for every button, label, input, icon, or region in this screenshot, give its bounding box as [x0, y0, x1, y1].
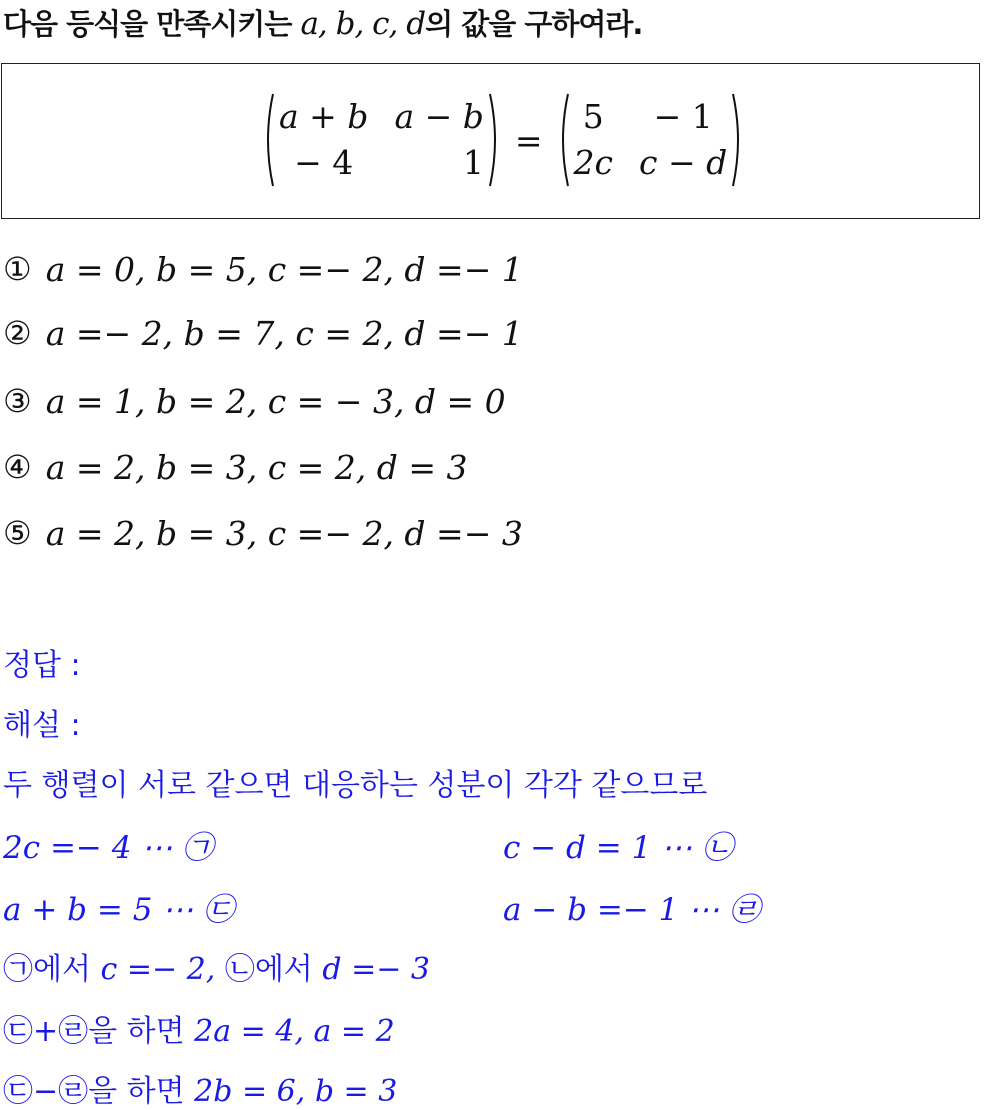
right-paren-icon [731, 92, 744, 188]
choice-number: ④ [3, 448, 32, 486]
choice-text: a = 2, b = 3, c =− 2, d =− 3 [45, 513, 523, 553]
explanation-step-1 [3, 944, 430, 988]
matrix-entry: 5 [582, 97, 604, 136]
step-math: 2a = 4, a = 2 [194, 1014, 395, 1049]
equation-2: c − d = 1 ⋯ ㉡ [503, 830, 734, 866]
question-text [3, 2, 642, 43]
choice-text: a =− 2, b = 7, c = 2, d =− 1 [45, 313, 523, 353]
choice-3[interactable] [3, 379, 506, 423]
step-math: 2b = 6, b = 3 [194, 1074, 398, 1109]
choice-number: ① [3, 250, 32, 288]
right-matrix [570, 94, 732, 186]
question-prefix: 다음 등식을 만족시키는 [3, 7, 301, 41]
right-paren-icon [488, 92, 501, 188]
explanation-line: 두 행렬이 서로 같으면 대응하는 성분이 각각 같으므로 [3, 768, 708, 803]
question-vars: a, b, c, d [300, 6, 426, 42]
matrix-entry: 1 [462, 143, 484, 182]
choice-number: ② [3, 314, 32, 352]
equation-3: a + b = 5 ⋯ ㉢ [3, 892, 235, 928]
answer-label: 정답 : [3, 648, 81, 683]
choice-number: ⑤ [3, 514, 32, 552]
step-text: ㉠에서 [3, 952, 101, 987]
choice-4[interactable] [3, 445, 468, 489]
explanation-step-3 [3, 1066, 397, 1110]
choice-text: a = 1, b = 2, c = − 3, d = 0 [45, 381, 506, 421]
choice-5[interactable] [3, 511, 523, 555]
step-text: ㉢+㉣을 하면 [3, 1014, 195, 1049]
step-text: ㉡에서 [215, 952, 323, 987]
choice-1[interactable] [3, 247, 523, 291]
explanation-step-2 [3, 1006, 395, 1050]
matrix-entry: − 1 [653, 97, 713, 136]
left-paren-icon [262, 92, 275, 188]
step-math: d =− 3 [322, 952, 430, 987]
step-text: ㉢−㉣을 하면 [3, 1074, 195, 1109]
choice-number: ③ [3, 382, 32, 420]
choice-text: a = 2, b = 3, c = 2, d = 3 [45, 447, 468, 487]
matrix-entry: a + b [279, 97, 369, 136]
question-suffix: 의 값을 구하여라. [425, 7, 643, 41]
equals-sign: = [514, 120, 543, 160]
equation-4: a − b =− 1 ⋯ ㉣ [503, 892, 761, 928]
step-math: c =− 2, [100, 952, 216, 987]
choice-2[interactable] [3, 311, 523, 355]
matrix-equation [262, 92, 744, 188]
matrix-entry: c − d [639, 143, 728, 182]
matrix-entry: 2c [573, 143, 614, 182]
explanation-label: 해설 : [3, 708, 81, 743]
equation-1: 2c =− 4 ⋯ ㉠ [3, 830, 214, 866]
left-paren-icon [557, 92, 570, 188]
matrix-entry: − 4 [294, 143, 354, 182]
left-matrix [275, 94, 488, 186]
choice-text: a = 0, b = 5, c =− 2, d =− 1 [45, 249, 523, 289]
matrix-entry: a − b [394, 97, 484, 136]
